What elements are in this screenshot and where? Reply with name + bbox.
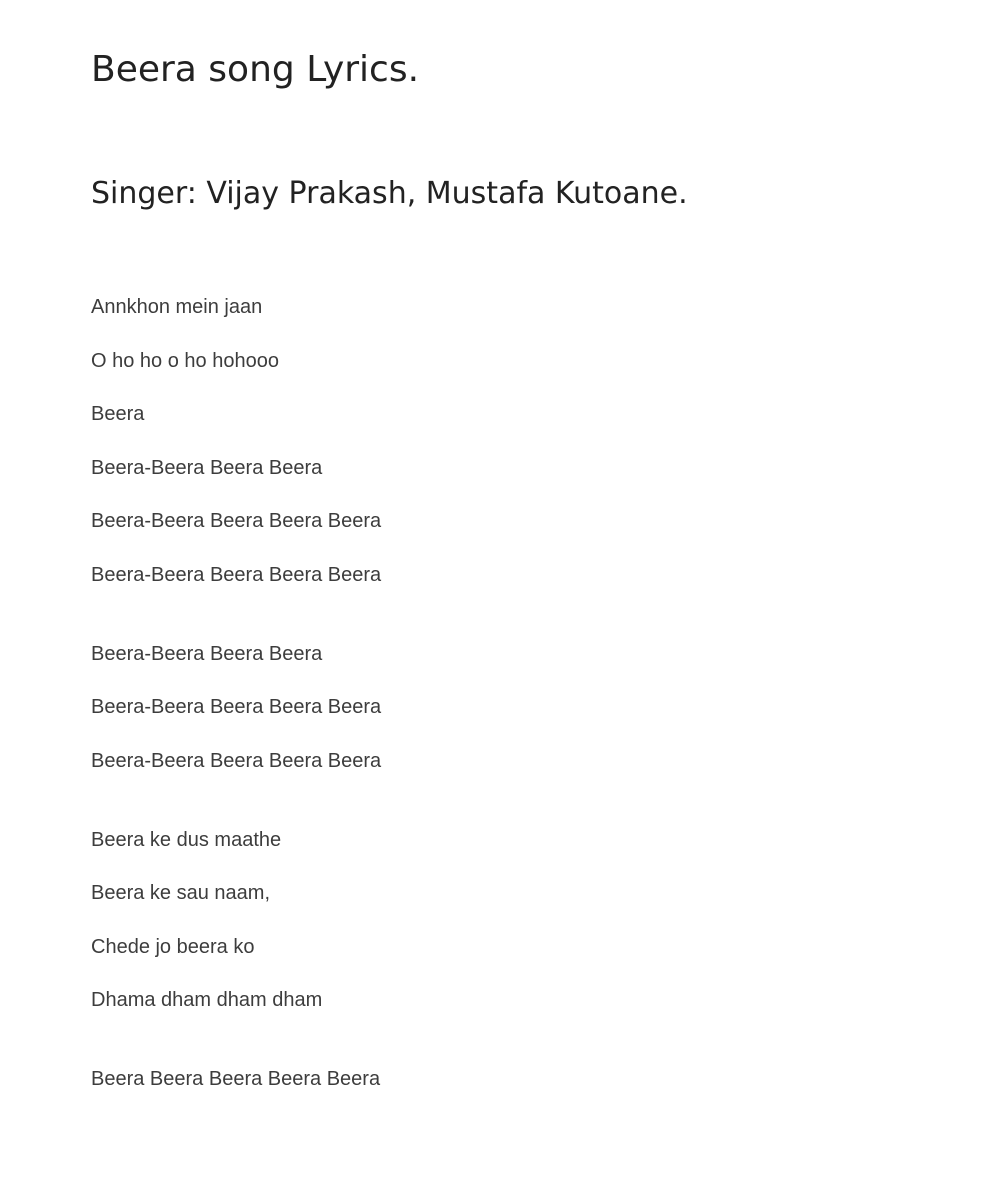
lyrics-body [91,294,911,1145]
lyric-line: Beera-Beera Beera Beera Beera [91,563,382,586]
lyric-line: O ho ho o ho hohooo [91,349,279,372]
lyric-line: Dhama dham dham dham [91,989,323,1011]
lyrics-stanza-4 [91,1066,911,1092]
lyric-line: Beera ke sau naam, [91,882,270,904]
lyrics-stanza-3 [91,827,911,1014]
lyric-line: Chede jo beera ko [91,935,255,958]
lyric-line: Annkhon mein jaan [91,296,263,318]
lyric-line: Beera-Beera Beera Beera [91,642,323,665]
lyric-line: Beera-Beera Beera Beera Beera [91,510,382,532]
lyric-line: Beera Beera Beera Beera Beera [91,1068,381,1090]
lyrics-stanza-1 [91,294,911,588]
lyric-line: Beera-Beera Beera Beera [91,456,323,479]
lyric-line: Beera-Beera Beera Beera Beera [91,696,382,718]
singer-heading: Singer: Vijay Prakash, Mustafa Kutoane. [91,176,688,211]
lyric-line: Beera ke dus maathe [91,828,282,851]
lyric-line: Beera-Beera Beera Beera Beera [91,749,382,772]
page-title: Beera song Lyrics. [91,49,420,90]
lyric-line: Beera [91,403,145,425]
lyrics-stanza-2 [91,641,911,774]
